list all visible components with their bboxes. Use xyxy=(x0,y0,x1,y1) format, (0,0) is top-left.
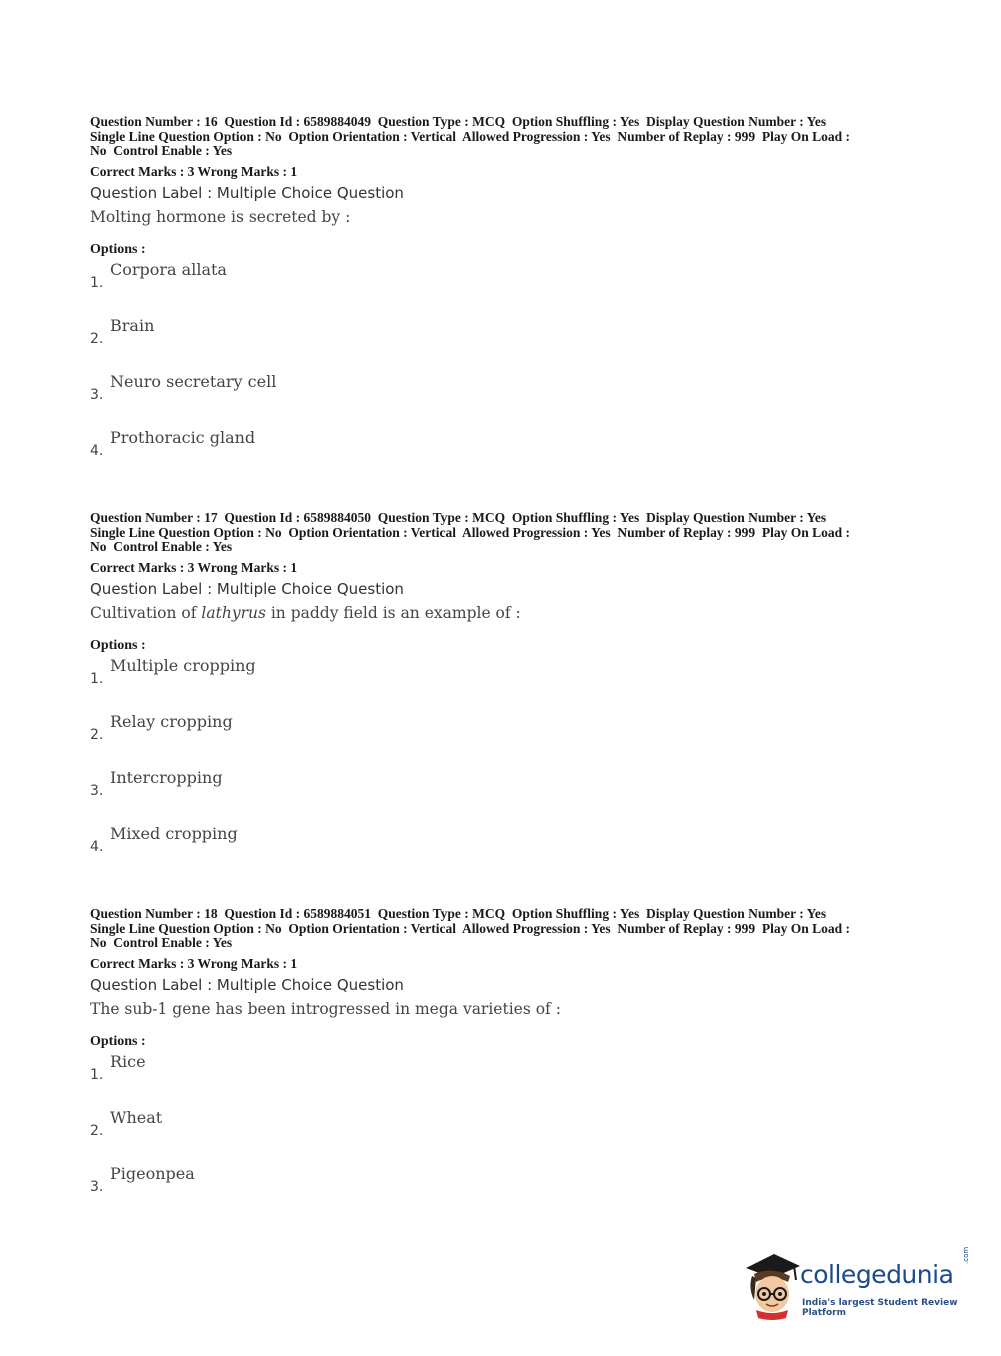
option-item[interactable] xyxy=(90,370,920,426)
question-meta xyxy=(90,115,920,159)
option-item[interactable] xyxy=(90,1162,920,1218)
question-text-italic: lathyrus xyxy=(201,603,266,622)
option-text: Rice xyxy=(110,1051,146,1071)
logo-wordmark: collegedunia xyxy=(800,1260,954,1289)
option-item[interactable] xyxy=(90,1050,920,1106)
question-marks: Correct Marks : 3 Wrong Marks : 1 xyxy=(90,163,298,179)
question-marks: Correct Marks : 3 Wrong Marks : 1 xyxy=(90,955,298,971)
option-text: Brain xyxy=(110,315,155,335)
option-number: 4. xyxy=(90,838,104,855)
question-text: Molting hormone is secreted by : xyxy=(90,207,351,226)
question-meta xyxy=(90,907,920,951)
option-item[interactable] xyxy=(90,710,920,766)
option-number: 4. xyxy=(90,442,104,459)
option-item[interactable] xyxy=(90,426,920,482)
option-number: 2. xyxy=(90,1122,104,1139)
question-marks: Correct Marks : 3 Wrong Marks : 1 xyxy=(90,559,298,575)
option-number: 1. xyxy=(90,670,104,687)
option-number: 1. xyxy=(90,274,104,291)
option-number: 3. xyxy=(90,386,104,403)
meta-line: Question Number : 17 Question Id : 6589884050 Question Type : MCQ Option Shuffling : Yes Display Question Number : Yes xyxy=(90,510,827,525)
question-text-part: Cultivation of xyxy=(90,603,202,622)
option-number: 3. xyxy=(90,1178,104,1195)
question-label: Question Label : Multiple Choice Question xyxy=(90,975,404,994)
option-item[interactable] xyxy=(90,766,920,822)
question-label: Question Label : Multiple Choice Question xyxy=(90,183,404,202)
meta-line: Single Line Question Option : No Option Orientation : Vertical Allowed Progression : Yes Number of Replay : 999 Play On Load : xyxy=(90,524,851,540)
option-text: Multiple cropping xyxy=(110,655,256,675)
question-block-17 xyxy=(90,511,920,878)
meta-line: Question Number : 18 Question Id : 6589884051 Question Type : MCQ Option Shuffling : Yes Display Question Number : Yes xyxy=(90,906,827,921)
option-text: Wheat xyxy=(110,1107,163,1127)
question-meta xyxy=(90,511,920,555)
option-number: 2. xyxy=(90,330,104,347)
logo-suffix: .com xyxy=(962,1246,970,1264)
question-block-16 xyxy=(90,115,920,482)
option-text: Pigeonpea xyxy=(110,1163,195,1183)
option-text: Prothoracic gland xyxy=(110,427,256,447)
option-number: 3. xyxy=(90,782,104,799)
options-heading: Options : xyxy=(90,1033,146,1049)
meta-line: Question Number : 16 Question Id : 6589884049 Question Type : MCQ Option Shuffling : Yes Display Question Number : Yes xyxy=(90,114,827,129)
meta-line: Single Line Question Option : No Option Orientation : Vertical Allowed Progression : Yes Number of Replay : 999 Play On Load : xyxy=(90,128,851,144)
meta-line: No Control Enable : Yes xyxy=(90,143,233,158)
option-item[interactable] xyxy=(90,258,920,314)
option-text: Mixed cropping xyxy=(110,823,238,843)
options-heading: Options : xyxy=(90,637,146,653)
question-block-18 xyxy=(90,907,920,1218)
option-text: Neuro secretary cell xyxy=(110,371,277,391)
question-text: The sub-1 gene has been introgressed in mega varieties of : xyxy=(90,999,561,1018)
option-item[interactable] xyxy=(90,822,920,878)
meta-line: Single Line Question Option : No Option Orientation : Vertical Allowed Progression : Yes Number of Replay : 999 Play On Load : xyxy=(90,920,851,936)
logo-tagline: India's largest Student Review Platform xyxy=(802,1298,958,1318)
option-number: 1. xyxy=(90,1066,104,1083)
option-item[interactable] xyxy=(90,654,920,710)
option-text: Intercropping xyxy=(110,767,223,787)
collegedunia-logo[interactable] xyxy=(742,1248,982,1320)
option-text: Corpora allata xyxy=(110,259,227,279)
options-heading: Options : xyxy=(90,241,146,257)
question-label: Question Label : Multiple Choice Question xyxy=(90,579,404,598)
meta-line: No Control Enable : Yes xyxy=(90,935,233,950)
meta-line: No Control Enable : Yes xyxy=(90,539,233,554)
option-item[interactable] xyxy=(90,1106,920,1162)
option-item[interactable] xyxy=(90,314,920,370)
option-text: Relay cropping xyxy=(110,711,233,731)
question-text-part: in paddy field is an example of : xyxy=(265,603,521,622)
mascot-icon xyxy=(742,1248,802,1320)
option-number: 2. xyxy=(90,726,104,743)
question-text xyxy=(90,602,920,624)
